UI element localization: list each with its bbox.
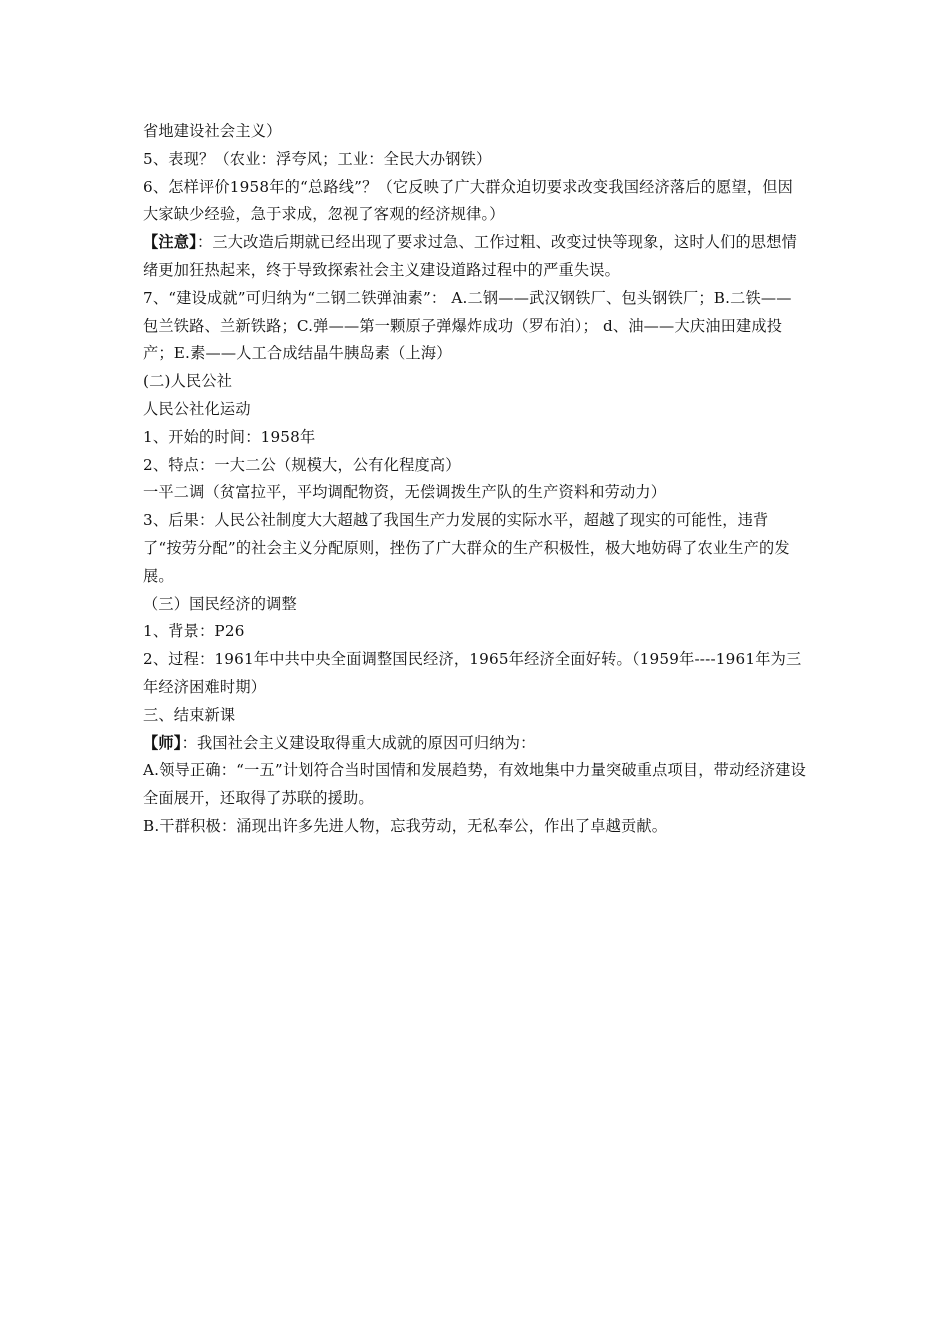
note-label: 【注意】 xyxy=(143,233,197,252)
section-heading: （三）国民经济的调整 xyxy=(143,594,297,613)
document-body xyxy=(143,118,807,841)
paragraph: A.领导正确：“一五”计划符合当时国情和发展趋势，有效地集中力量突破重点项目，带动经济建设全面展开，还取得了苏联的援助。 xyxy=(143,761,807,808)
paragraph: 3、后果：人民公社制度大大超越了我国生产力发展的实际水平，超越了现实的可能性，违背了“按劳分配”的社会主义分配原则，挫伤了广大群众的生产积极性，极大地妨碍了农业生产的发展。 xyxy=(143,511,790,585)
paragraph: 人民公社化运动 xyxy=(143,399,251,418)
teacher-label: 【师】 xyxy=(143,733,182,752)
paragraph: 省地建设社会主义） xyxy=(143,122,282,140)
paragraph: 7、“建设成就”可归纳为“二钢二铁弹油素”： A.二钢——武汉钢铁厂、包头钢铁厂；B.二铁——包兰铁路、兰新铁路；C.弹——第一颗原子弹爆炸成功（罗布泊）； d、油——大庆油田建成投产；E.素——人工合成结晶牛胰岛素（上海） xyxy=(143,288,792,363)
paragraph: 2、过程：1961年中共中央全面调整国民经济，1965年经济全面好转。（1959年----1961年为三年经济困难时期） xyxy=(143,650,802,696)
section-heading: (二)人民公社 xyxy=(143,372,233,391)
teacher-paragraph: 【师】：我国社会主义建设取得重大成就的原因可归纳为： xyxy=(143,733,536,752)
section-heading: 三、结束新课 xyxy=(143,705,236,724)
paragraph: 2、特点：一大二公（规模大，公有化程度高） xyxy=(143,455,461,474)
paragraph: B.干群积极：涌现出许多先进人物，忘我劳动，无私奉公，作出了卓越贡献。 xyxy=(143,816,668,835)
paragraph: 1、开始的时间：1958年 xyxy=(143,427,316,446)
paragraph: 5、表现？（农业：浮夸风；工业：全民大办钢铁） xyxy=(143,149,492,168)
paragraph: 1、背景：P26 xyxy=(143,622,245,641)
paragraph: 6、怎样评价1958年的“总路线”？（它反映了广大群众迫切要求改变我国经济落后的愿望，但因大家缺少经验，急于求成，忽视了客观的经济规律。） xyxy=(143,177,793,224)
note-paragraph: 【注意】：三大改造后期就已经出现了要求过急、工作过粗、改变过快等现象，这时人们的思想情绪更加狂热起来，终于导致探索社会主义建设道路过程中的严重失误。 xyxy=(143,233,798,279)
paragraph: 一平二调（贫富拉平，平均调配物资，无偿调拨生产队的生产资料和劳动力） xyxy=(143,483,667,502)
